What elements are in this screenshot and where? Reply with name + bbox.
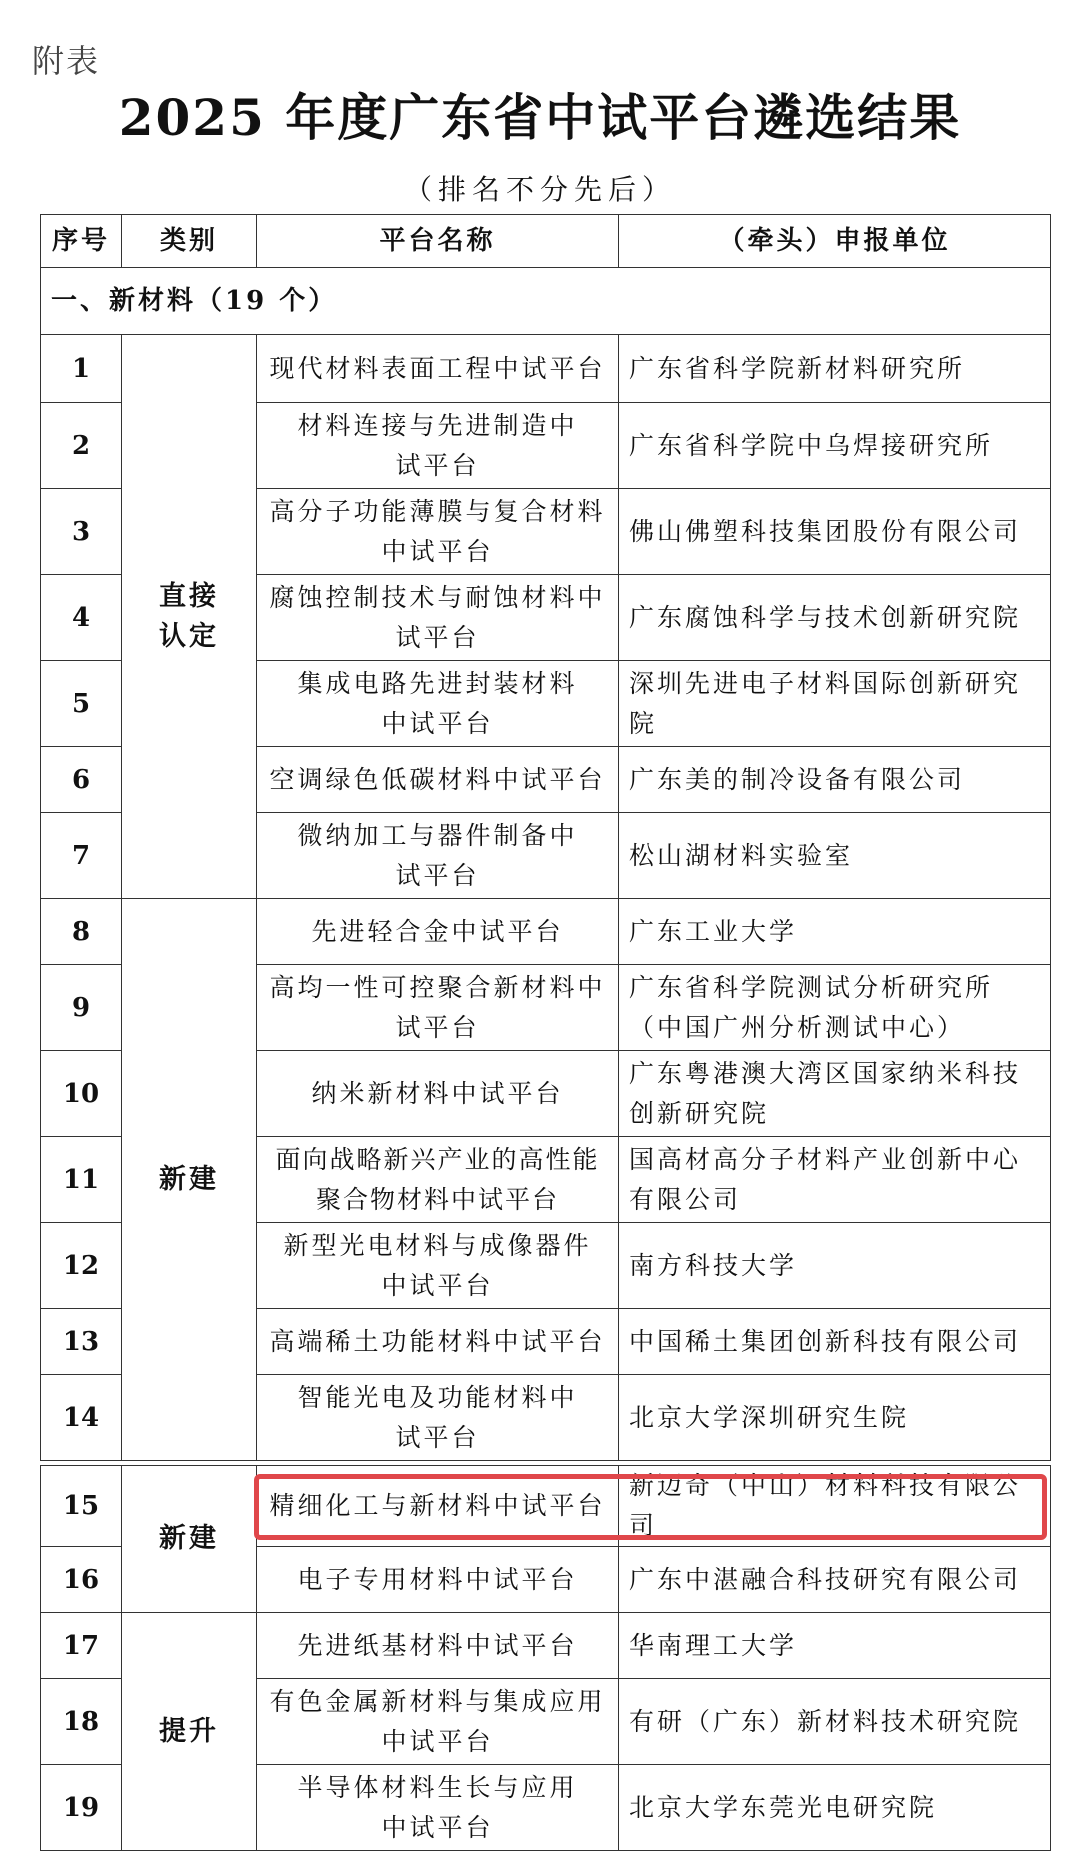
applicant-unit: 中国稀土集团创新科技有限公司	[619, 1309, 1051, 1375]
platform-name: 高分子功能薄膜与复合材料中试平台	[257, 489, 619, 575]
row-number: 4	[41, 575, 122, 661]
row-number: 17	[41, 1613, 122, 1679]
platform-name: 高均一性可控聚合新材料中试平台	[257, 965, 619, 1051]
platform-name: 腐蚀控制技术与耐蚀材料中试平台	[257, 575, 619, 661]
platform-name: 先进纸基材料中试平台	[257, 1613, 619, 1679]
results-table-continued	[40, 1465, 1051, 1851]
row-number: 14	[41, 1375, 122, 1461]
row-number: 10	[41, 1051, 122, 1137]
row-number: 16	[41, 1547, 122, 1613]
platform-name: 半导体材料生长与应用中试平台	[257, 1765, 619, 1851]
column-header-no: 序号	[41, 215, 122, 268]
row-number: 5	[41, 661, 122, 747]
platform-name: 新型光电材料与成像器件中试平台	[257, 1223, 619, 1309]
table-row	[41, 1466, 1051, 1547]
platform-name: 面向战略新兴产业的高性能聚合物材料中试平台	[257, 1137, 619, 1223]
row-number: 18	[41, 1679, 122, 1765]
platform-name: 集成电路先进封装材料中试平台	[257, 661, 619, 747]
table-row	[41, 335, 1051, 403]
table-header-row	[41, 215, 1051, 268]
category-cell: 新建	[122, 899, 257, 1461]
document-title: 2025 年度广东省中试平台遴选结果	[118, 88, 962, 147]
platform-name: 纳米新材料中试平台	[257, 1051, 619, 1137]
applicant-unit: 广东腐蚀科学与技术创新研究院	[619, 575, 1051, 661]
row-number: 9	[41, 965, 122, 1051]
category-cell: 新建	[122, 1466, 257, 1613]
applicant-unit: 广东省科学院中乌焊接研究所	[619, 403, 1051, 489]
applicant-unit: 北京大学东莞光电研究院	[619, 1765, 1051, 1851]
category-cell: 直接认定	[122, 335, 257, 899]
applicant-unit: 广东中湛融合科技研究有限公司	[619, 1547, 1051, 1613]
applicant-unit: 佛山佛塑科技集团股份有限公司	[619, 489, 1051, 575]
row-number: 12	[41, 1223, 122, 1309]
applicant-unit: 广东工业大学	[619, 899, 1051, 965]
platform-name: 空调绿色低碳材料中试平台	[257, 747, 619, 813]
applicant-unit: 广东省科学院新材料研究所	[619, 335, 1051, 403]
appendix-label: 附表	[32, 42, 101, 80]
applicant-unit: 广东省科学院测试分析研究所（中国广州分析测试中心）	[619, 965, 1051, 1051]
applicant-unit: 深圳先进电子材料国际创新研究院	[619, 661, 1051, 747]
platform-name: 有色金属新材料与集成应用中试平台	[257, 1679, 619, 1765]
column-header-unit: （牵头）申报单位	[619, 215, 1051, 268]
results-table	[40, 214, 1051, 1461]
applicant-unit: 北京大学深圳研究生院	[619, 1375, 1051, 1461]
applicant-unit: 国高材高分子材料产业创新中心有限公司	[619, 1137, 1051, 1223]
applicant-unit: 广东美的制冷设备有限公司	[619, 747, 1051, 813]
category-cell: 提升	[122, 1613, 257, 1851]
section-heading: 一、新材料（19 个）	[41, 268, 1051, 335]
platform-name: 电子专用材料中试平台	[257, 1547, 619, 1613]
row-number: 1	[41, 335, 122, 403]
row-number: 7	[41, 813, 122, 899]
row-number: 11	[41, 1137, 122, 1223]
platform-name: 智能光电及功能材料中试平台	[257, 1375, 619, 1461]
row-number: 13	[41, 1309, 122, 1375]
row-number: 3	[41, 489, 122, 575]
applicant-unit: 有研（广东）新材料技术研究院	[619, 1679, 1051, 1765]
applicant-unit: 松山湖材料实验室	[619, 813, 1051, 899]
document-subtitle: （排名不分先后）	[403, 173, 676, 206]
applicant-unit: 新迈奇（中山）材料科技有限公司	[619, 1466, 1051, 1547]
column-header-platform: 平台名称	[257, 215, 619, 268]
row-number: 15	[41, 1466, 122, 1547]
platform-name: 材料连接与先进制造中试平台	[257, 403, 619, 489]
platform-name: 现代材料表面工程中试平台	[257, 335, 619, 403]
table-row	[41, 899, 1051, 965]
row-number: 2	[41, 403, 122, 489]
platform-name: 微纳加工与器件制备中试平台	[257, 813, 619, 899]
applicant-unit: 南方科技大学	[619, 1223, 1051, 1309]
table-row	[41, 1613, 1051, 1679]
column-header-category: 类别	[122, 215, 257, 268]
row-number: 8	[41, 899, 122, 965]
platform-name: 先进轻合金中试平台	[257, 899, 619, 965]
platform-name: 精细化工与新材料中试平台	[257, 1466, 619, 1547]
row-number: 6	[41, 747, 122, 813]
applicant-unit: 华南理工大学	[619, 1613, 1051, 1679]
applicant-unit: 广东粤港澳大湾区国家纳米科技创新研究院	[619, 1051, 1051, 1137]
row-number: 19	[41, 1765, 122, 1851]
platform-name: 高端稀土功能材料中试平台	[257, 1309, 619, 1375]
